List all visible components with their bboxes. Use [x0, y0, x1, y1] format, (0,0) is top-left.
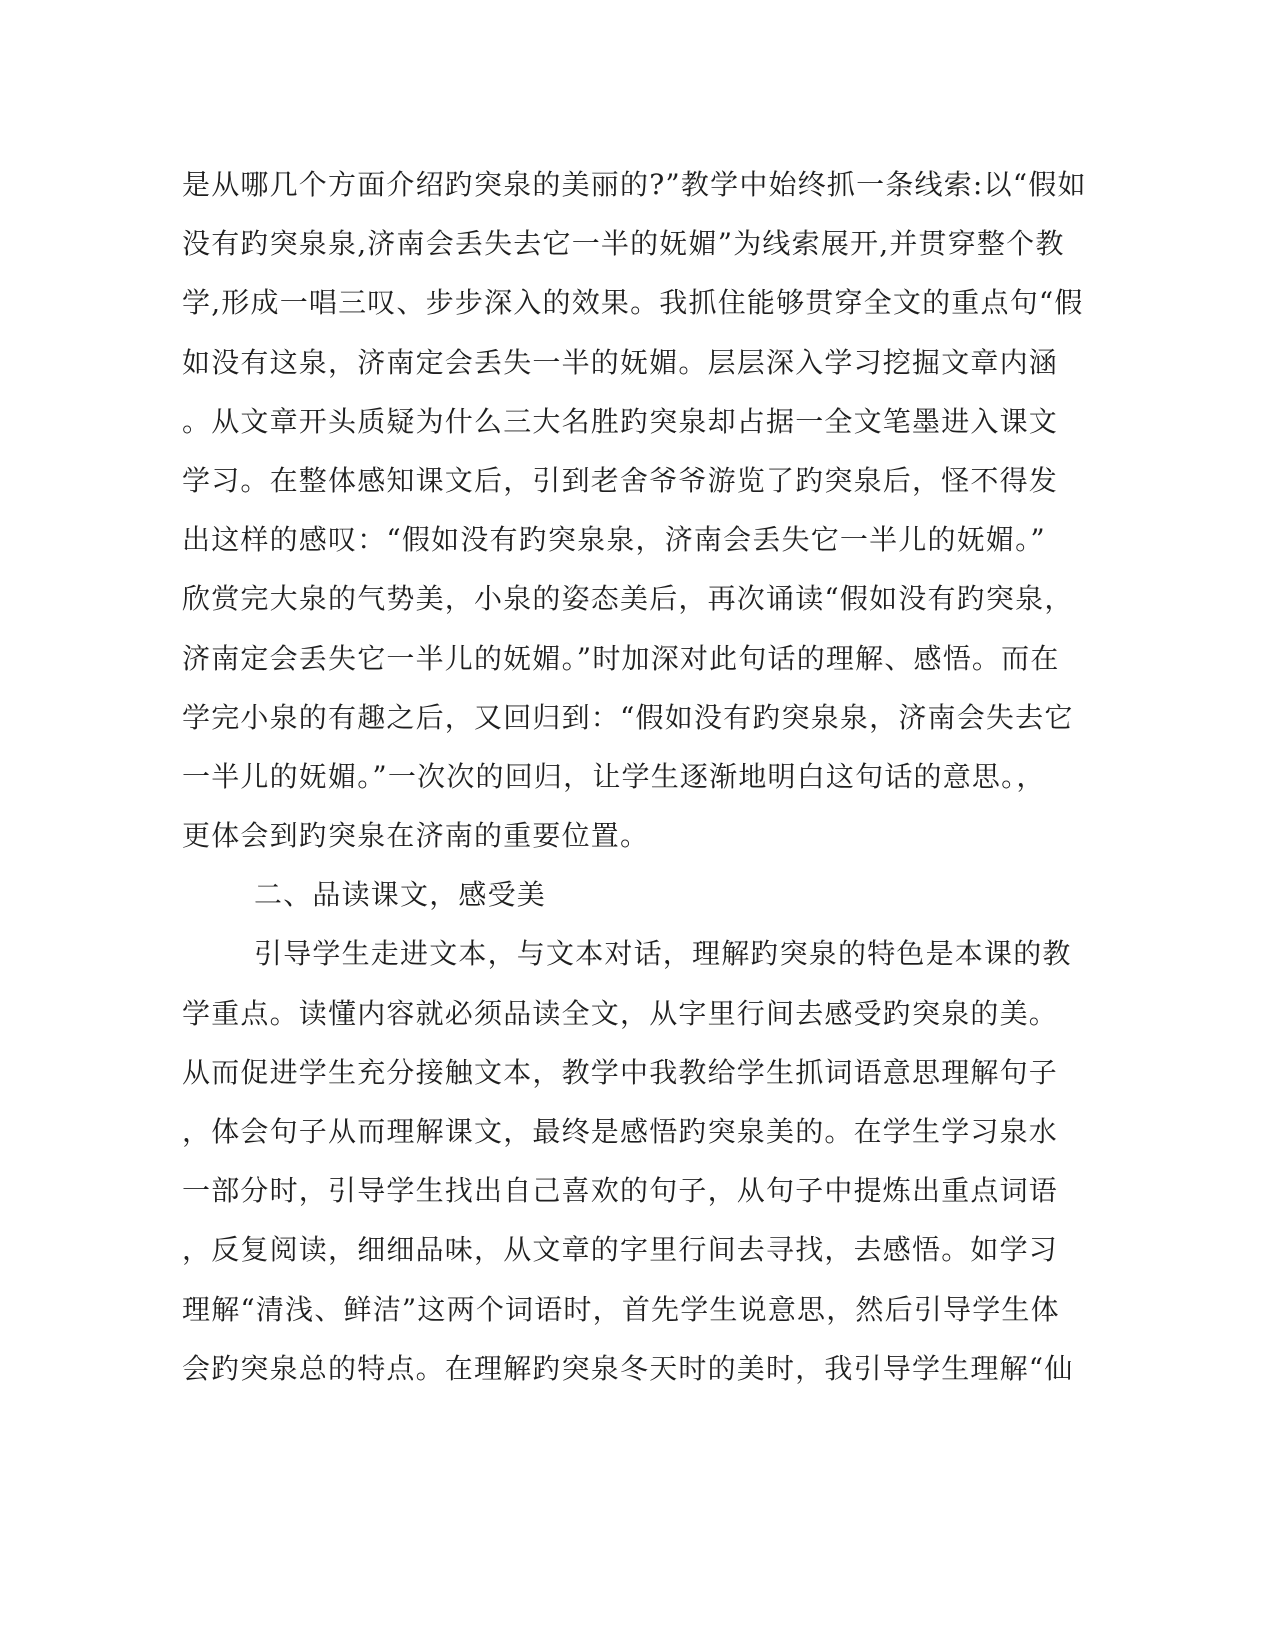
text-line: 学习。在整体感知课文后，引到老舍爷爷游览了趵突泉后，怪不得发 — [182, 463, 1059, 497]
text-line: 济南定会丢失它一半儿的妩媚。”时加深对此句话的理解、感悟。而在 — [182, 641, 1060, 675]
text-line: 欣赏完大泉的气势美，小泉的姿态美后，再次诵读“假如没有趵突泉， — [182, 582, 1074, 616]
text-line: 出这样的感叹：“假如没有趵突泉泉，济南会丢失它一半儿的妩媚。” — [182, 523, 1046, 557]
text-line: 学重点。读懂内容就必须品读全文，从字里行间去感受趵突泉的美。 — [182, 996, 1059, 1030]
text-line: 学完小泉的有趣之后，又回归到：“假如没有趵突泉泉，济南会失去它 — [182, 700, 1074, 734]
text-line: 一半儿的妩媚。”一次次的回归，让学生逐渐地明白这句话的意思。， — [182, 759, 1046, 793]
text-line: 如没有这泉，济南定会丢失一半的妩媚。层层深入学习挖掘文章内涵 — [182, 345, 1059, 379]
text-line: 没有趵突泉泉,济南会丢失去它一半的妩媚”为线索展开,并贯穿整个教 — [182, 227, 1065, 261]
section-heading: 二、品读课文，感受美 — [254, 878, 547, 912]
text-line: 学,形成一唱三叹、步步深入的效果。我抓住能够贯穿全文的重点句“假 — [182, 286, 1084, 320]
text-line: ，反复阅读，细细品味，从文章的字里行间去寻找，去感悟。如学习 — [182, 1233, 1059, 1267]
text-line: 。从文章开头质疑为什么三大名胜趵突泉却占据一全文笔墨进入课文 — [182, 404, 1059, 438]
text-line: 从而促进学生充分接触文本，教学中我教给学生抓词语意思理解句子 — [182, 1055, 1059, 1089]
text-line: 理解“清浅、鲜洁”这两个词语时，首先学生说意思，然后引导学生体 — [182, 1292, 1060, 1326]
text-line: 会趵突泉总的特点。在理解趵突泉冬天时的美时，我引导学生理解“仙 — [182, 1351, 1074, 1385]
text-line: ，体会句子从而理解课文，最终是感悟趵突泉美的。在学生学习泉水 — [182, 1115, 1059, 1148]
text-line: 一部分时，引导学生找出自己喜欢的句子，从句子中提炼出重点词语 — [182, 1174, 1059, 1208]
text-line: 更体会到趵突泉在济南的重要位置。 — [182, 819, 650, 853]
text-line: 是从哪几个方面介绍趵突泉的美丽的?”教学中始终抓一条线索:以“假如 — [182, 168, 1087, 201]
paragraph-first-line: 引导学生走进文本，与文本对话，理解趵突泉的特色是本课的教 — [254, 937, 1072, 971]
body-text — [182, 155, 1087, 1398]
